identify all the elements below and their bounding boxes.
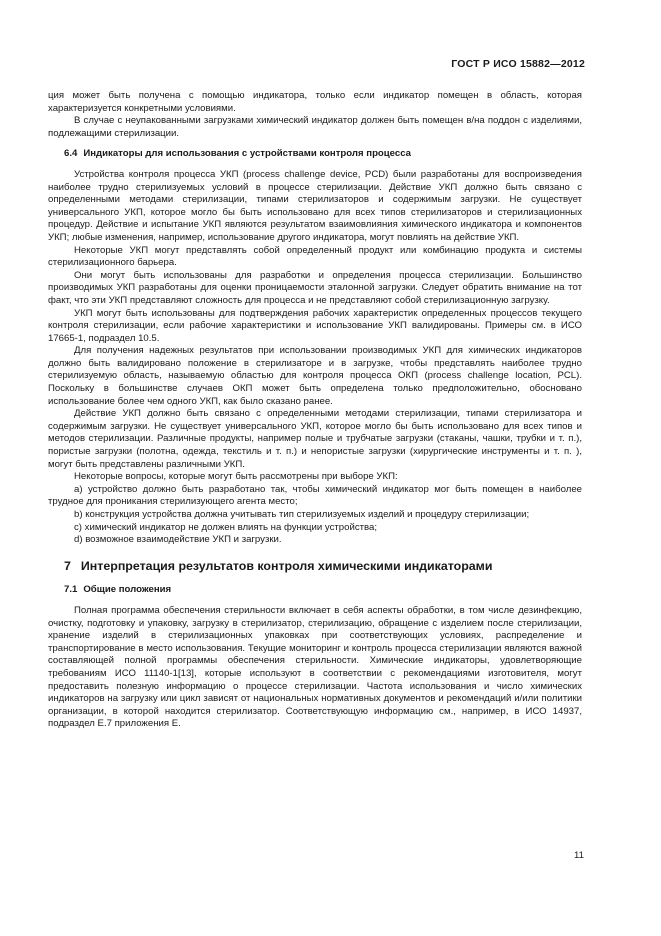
- section-heading-7: [64, 560, 582, 573]
- section-number: 7.1: [64, 584, 78, 596]
- section-title: Интерпретация результатов контроля химическими индикаторами: [80, 558, 493, 573]
- paragraph: Действие УКП должно быть связано с определенными методами стерилизации, типами стерилизатора и содержимым загрузки. Не существует универсального УКП, которое могло бы быть использовано для всех типов и методов стерилизации. Различные продукты, например полые и трубчатые загрузки (стаканы, чашки, трубки и т. п.), пористые загрузки (полотна, одежда, текстиль и т. п.) и непористые загрузки (хирургические инструменты и т. п. ), могут быть представлены различными УКП.: [48, 408, 582, 470]
- list-item: а) устройство должно быть разработано так, чтобы химический индикатор мог быть помещен в наиболее трудное для проникания стерилизующего агента место;: [48, 483, 582, 508]
- section-title: Индикаторы для использования с устройствами контроля процесса: [83, 148, 412, 160]
- section-number: 7: [64, 558, 71, 573]
- list-item: b) конструкция устройства должна учитывать тип стерилизуемых изделий и процедуру стерилизации;: [74, 509, 530, 520]
- page-body: [48, 90, 582, 731]
- paragraph: Некоторые УКП могут представлять собой определенный продукт или комбинацию продукта и системы стерилизационного барьера.: [48, 244, 582, 269]
- paragraph: Полная программа обеспечения стерильности включает в себя аспекты обработки, в том числе дезинфекцию, очистку, подготовку и упаковку, загрузку в стерилизатор, стерилизацию, обращение с изделием после стерилизации, хранение изделий в стерилизационных упаковках при соответствующих условиях, распределение и транспортирование в место использования. Текущие мониторинг и контроль процесса стерилизации являются важной составляющей полной программы обеспечения стерильности. Химические индикаторы, удовлетворяющие требованиям ИСО 11140-1[13], которые используют в соответствии с рекомендациями изготовителя, могут предоставить полезную информацию о процессе стерилизации. Частота использования и число химических индикаторов на загрузку или цикл зависят от национальных нормативных документов и рекомендаций и/или политики организации, в которой находится стерилизатор. Соответствующую информацию см., например, в ИСО 14937, подраздел Е.7 приложения Е.: [48, 604, 582, 730]
- list-item: d) возможное взаимодействие УКП и загрузки.: [74, 534, 282, 546]
- paragraph: В случае с неупакованными загрузками химический индикатор должен быть помещен в/на поддон с изделиями, подлежащими стерилизации.: [48, 115, 582, 139]
- paragraph: Для получения надежных результатов при использовании производимых УКП для химических индикаторов должно быть валидировано положение в стерилизаторе и в загрузке, чтобы представлять наиболее трудно стерилизуемую область, называемую областью для контроля процесса ОКП (process challenge location, PCL). Поскольку в большинстве случаев ОКП может быть определена только предположительно, обосновано использование более чем одного УКП, как было сказано ранее.: [48, 345, 582, 407]
- page-number: 11: [574, 850, 584, 861]
- section-heading-7-1: [64, 584, 582, 597]
- document-header: ГОСТ Р ИСО 15882—2012: [451, 58, 585, 70]
- paragraph: Устройства контроля процесса УКП (process challenge device, PCD) были разработаны для воспроизведения наиболее трудно стерилизуемых условий в процессе стерилизации. Действие УКП должно быть связано с определенными методами стерилизации, типами стерилизаторов и содержимым загрузки. Не существует универсального УКП, которое могло бы быть использовано для всех типов стерилизаторов и стерилизационных процедур. Действие и испытание УКП являются результатом взаимовлияния химического индикатора и компонентов УКП; любые изменения, например, использование другого индикатора, могут повлиять на действие УКП.: [48, 168, 582, 243]
- paragraph: ция может быть получена с помощью индикатора, только если индикатор помещен в область, которая характеризуется конкретными условиями.: [48, 90, 582, 114]
- section-title: Общие положения: [83, 584, 172, 596]
- paragraph: Некоторые вопросы, которые могут быть рассмотрены при выборе УКП:: [74, 471, 398, 483]
- paragraph: УКП могут быть использованы для подтверждения рабочих характеристик определенных процессов текущего контроля стерилизации, если рабочие характеристики и использование УКП валидированы. Примеры см. в ИСО 17665-1, подраздел 10.5.: [48, 307, 582, 344]
- list-item: c) химический индикатор не должен влиять на функции устройства;: [74, 521, 378, 533]
- paragraph: Они могут быть использованы для разработки и определения процесса стерилизации. Большинство производимых УКП разработаны для оценки проницаемости эталонной загрузки. Следует обратить внимание на тот факт, что эти УКП представляют сложность для процесса и не представляют собой стерилизационную загрузку.: [48, 269, 582, 306]
- section-number: 6.4: [64, 148, 78, 160]
- section-heading-6-4: [64, 148, 582, 161]
